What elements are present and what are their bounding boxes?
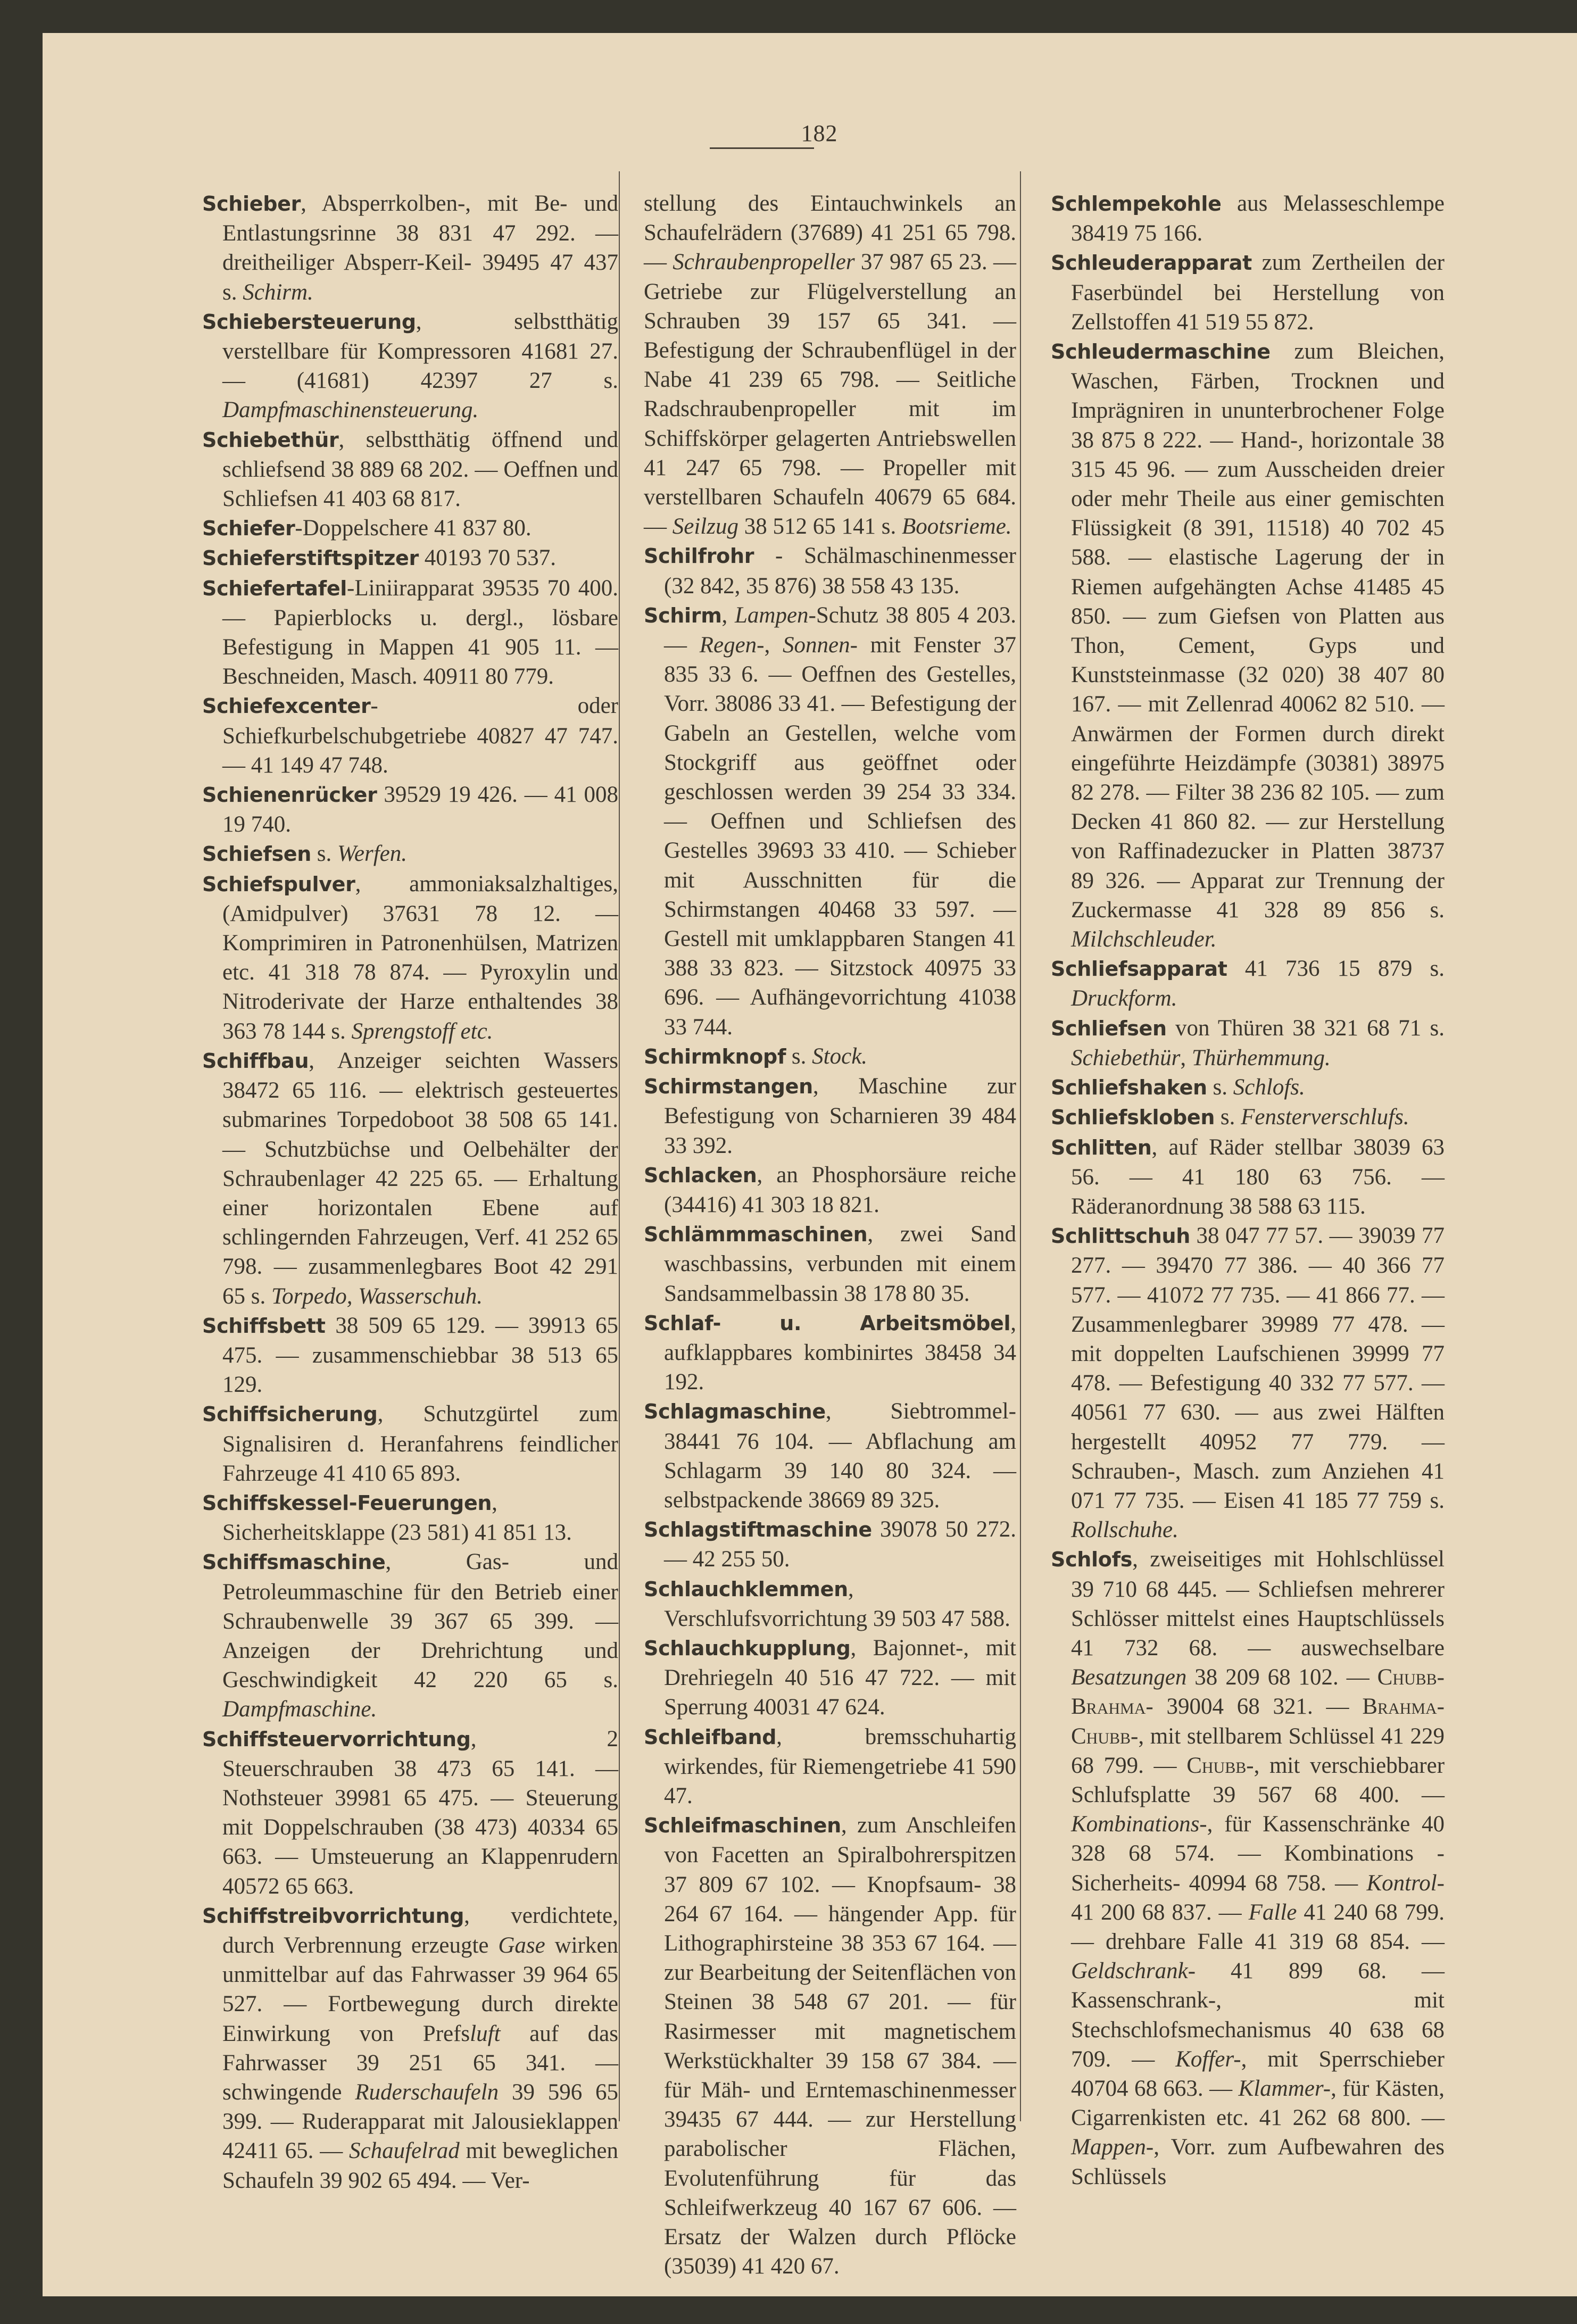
- entry-text: , selbstthätig öffnend und schliefsend 38 889 68 202. — Oeffnen und Schliefsen 41 403 68 817.: [222, 427, 618, 512]
- entry-text: , bremsschuhartig wirkendes, für Riemengetriebe 41 590 47.: [664, 1724, 1016, 1808]
- entry-text: aus Melasseschlempe 38419 75 166.: [1071, 191, 1445, 246]
- entry-text: , selbstthätig verstellbare für Kompressoren 41681 27. — (41681) 42397 27 s.: [222, 309, 618, 394]
- entry-headword: Schliefskloben: [1051, 1106, 1215, 1130]
- index-entry: [202, 513, 618, 543]
- index-entry: [1051, 1014, 1445, 1073]
- entry-text: wirken unmittelbar auf das Fahrwasser 39 964 65 527. — Fortbewegung durch direkte Einwirkung von Prefs: [222, 1932, 618, 2046]
- index-entry: [644, 541, 1016, 600]
- entry-text: , 2 Steuerschrauben 38 473 65 141. — Nothsteuer 39981 65 475. — Steuerung mit Doppelschrauben (38 473) 40334 65 663. — Umsteuerung an Klappenrudern 40572 65 663.: [222, 1726, 618, 1899]
- entry-text: 39004 68 321. —: [1153, 1694, 1363, 1720]
- index-column-2: [644, 189, 1016, 2281]
- entry-headword: Schiefsen: [202, 842, 312, 866]
- page-number: 182: [801, 120, 838, 146]
- index-entry: [644, 1072, 1016, 1160]
- proper-name: Chubb-Brahma-: [1071, 1665, 1445, 1720]
- column-divider: [619, 171, 620, 2121]
- entry-headword: Schlauchkupplung: [644, 1636, 851, 1660]
- cross-reference: Regen-: [699, 633, 765, 658]
- cross-reference: Gase: [498, 1932, 545, 1958]
- cross-reference: Dampfmaschine.: [222, 1697, 377, 1722]
- cross-reference: Fensterverschlufs.: [1241, 1105, 1409, 1130]
- entry-text: stellung des Eintauchwinkels an Schaufelrädern (37689) 41 251 65 798. —: [644, 191, 1016, 275]
- entry-headword: Schiefertafel: [202, 576, 347, 600]
- index-entry-continued: [644, 189, 1016, 541]
- entry-text: s.: [1207, 1075, 1233, 1100]
- cross-reference: Mappen-: [1071, 2135, 1154, 2160]
- entry-text: 41 899 68. — Kassenschrank-, mit Stechschlofsmechanismus 40 638 68 709. —: [1071, 1958, 1445, 2072]
- cross-reference: Torpedo, Wasserschuh.: [271, 1283, 483, 1309]
- cross-reference: Sprengstoff etc.: [351, 1018, 493, 1044]
- index-entry: [202, 307, 618, 425]
- entry-headword: Schliefsapparat: [1051, 957, 1227, 981]
- entry-headword: Schliefshaken: [1051, 1076, 1207, 1100]
- entry-text: von Thüren 38 321 68 71 s.: [1166, 1015, 1445, 1041]
- cross-reference: Lampen: [734, 602, 809, 628]
- entry-headword: Schiffskessel-Feuerungen: [202, 1491, 492, 1515]
- entry-headword: Schlacken: [644, 1163, 757, 1187]
- index-entry: [1051, 248, 1445, 337]
- index-entry: [644, 1042, 1016, 1072]
- index-entry: [1051, 1545, 1445, 2191]
- index-entry: [202, 869, 618, 1046]
- entry-headword: Schlämmmaschinen: [644, 1223, 868, 1247]
- entry-text: -Schutz 38 805 4 203. —: [664, 602, 1016, 658]
- entry-text: 39529 19 426. — 41 008 19 740.: [222, 782, 618, 837]
- entry-headword: Schiebersteuerung: [202, 310, 416, 334]
- index-entry: [1051, 1133, 1445, 1222]
- entry-text: ,: [1180, 1045, 1192, 1070]
- index-entry: [644, 1397, 1016, 1515]
- entry-text: zum Zertheilen der Faserbündel bei Herstellung von Zellstoffen 41 519 55 872.: [1071, 250, 1445, 335]
- entry-text: , Maschine zur Befestigung von Scharnieren 39 484 33 392.: [664, 1074, 1016, 1158]
- entry-headword: Schiffsteuervorrichtung: [202, 1727, 471, 1751]
- cross-reference: Seilzug: [672, 514, 738, 540]
- cross-reference: Sonnen-: [782, 633, 858, 658]
- index-entry: [644, 1811, 1016, 2281]
- cross-reference: Schlofs.: [1233, 1075, 1305, 1100]
- index-entry: [644, 1722, 1016, 1811]
- cross-reference: Bootsrieme.: [901, 514, 1012, 540]
- index-entry: [644, 1308, 1016, 1397]
- entry-text: , Anzeiger seichten Wassers 38472 65 116. — elektrisch gesteuertes submarines Torpedoboot 38 508 65 141. — Schutzbüchse und Oelbehälter der Schraubenlager 42 225 65. — Erhaltung einer horizontalen Ebene auf schlingernden Fahrzeugen, Verf. 41 252 65 798. — zusammenlegbares Boot 42 291 65 s.: [222, 1048, 618, 1309]
- entry-headword: Schlagmaschine: [644, 1400, 826, 1424]
- entry-headword: Schlittschuh: [1051, 1224, 1191, 1248]
- entry-text: -Liniirapparat 39535 70 400. — Papierblocks u. dergl., lösbare Befestigung in Mappen 41 905 11. — Beschneiden, Masch. 40911 80 779.: [222, 575, 618, 690]
- entry-headword: Schiffsicherung: [202, 1402, 378, 1426]
- entry-text: 38 209 68 102. —: [1186, 1665, 1377, 1690]
- entry-text: -Doppelschere 41 837 80.: [295, 516, 532, 541]
- cross-reference: Besatzungen: [1071, 1665, 1187, 1690]
- entry-text: , aufklappbares kombinirtes 38458 34 192.: [664, 1310, 1016, 1395]
- cross-reference: Milchschleuder.: [1071, 927, 1217, 952]
- entry-text: auf das Fahrwasser 39 251 65 341. — schwingende: [222, 2021, 618, 2105]
- entry-text: , Verschlufsvorrichtung 39 503 47 588.: [664, 1576, 1010, 1631]
- entry-text: , mit stellbarem Schlüssel 41 229 68 799. —: [1071, 1723, 1445, 1778]
- index-column-1: [202, 189, 618, 2195]
- entry-text: s.: [786, 1043, 812, 1069]
- entry-text: , Schutzgürtel zum Signalisiren d. Heranfahrens feindlicher Fahrzeuge 41 410 65 893.: [222, 1401, 618, 1486]
- cross-reference: Thürhemmung.: [1191, 1045, 1331, 1070]
- entry-headword: Schleifband: [644, 1725, 777, 1749]
- index-entry: [202, 1724, 618, 1901]
- entry-headword: Schliefsen: [1051, 1016, 1167, 1040]
- entry-text: 40193 70 537.: [418, 545, 556, 571]
- proper-name: Chubb-: [1186, 1753, 1254, 1778]
- index-entry: [1051, 954, 1445, 1013]
- entry-text: , für Kassenschränke 40 328 68 574. — Kombinations - Sicherheits- 40994 68 758. —: [1071, 1812, 1445, 1896]
- entry-headword: Schiffstreibvorrichtung: [202, 1904, 464, 1928]
- entry-text: 41 240 68 799. — drehbare Falle 41 319 68 854. —: [1071, 1899, 1445, 1954]
- index-entry: [644, 1515, 1016, 1574]
- entry-headword: Schlagstiftmaschine: [644, 1518, 872, 1542]
- index-entry: [202, 1547, 618, 1724]
- entry-text: ,: [721, 602, 735, 628]
- cross-reference: Kombinations-: [1071, 1812, 1207, 1837]
- entry-text: , zwei Sand waschbassins, verbunden mit einem Sandsammelbassin 38 178 80 35.: [664, 1222, 1016, 1306]
- entry-headword: Schilfrohr: [644, 544, 754, 568]
- entry-text: , an Phosphorsäure reiche (34416) 41 303 18 821.: [664, 1162, 1016, 1217]
- entry-text: 38 512 65 141 s.: [738, 514, 902, 540]
- entry-headword: Schienenrücker: [202, 783, 377, 807]
- entry-headword: Schiffbau: [202, 1049, 309, 1073]
- index-entry: [202, 543, 618, 573]
- cross-reference: Schaufelrad: [349, 2138, 460, 2164]
- index-entry: [202, 574, 618, 692]
- entry-text: , Siebtrommel- 38441 76 104. — Abflachung am Schlagarm 39 140 80 324. — selbstpackende 38669 89 325.: [664, 1399, 1016, 1513]
- cross-reference: Falle: [1248, 1899, 1297, 1925]
- entry-text: zum Bleichen, Waschen, Färben, Trocknen und Imprägniren in ununterbrochener Folge 38 875 8 222. — Hand-, horizontale 38 315 45 96. — zum Ausscheiden dreier oder mehr Theile aus einer gemischten Flüssigkeit (8 391, 11518) 40 702 45 588. — elastische Lagerung der in Riemen aufgehängten Achse 41485 45 850. — zum Giefsen von Platten aus Thon, Cement, Gyps und Kunststeinmasse (32 020) 38 407 80 167. — mit Zellenrad 40062 82 510. — Anwärmen der Formen durch direkt eingeführte Heizdämpfe (30381) 38975 82 278. — Filter 38 236 82 105. — zum Decken 41 860 82. — zur Herstellung von Raffinadezucker in Platten 38737 89 326. — Apparat zur Trennung der Zuckermasse 41 328 89 856 s.: [1071, 339, 1445, 923]
- entry-headword: Schlitten: [1051, 1135, 1152, 1159]
- entry-text: , Sicherheitsklappe (23 581) 41 851 13.: [222, 1490, 572, 1546]
- entry-text: - Schälmaschinenmesser (32 842, 35 876) 38 558 43 135.: [664, 543, 1016, 599]
- entry-text: s.: [311, 841, 338, 867]
- entry-headword: Schleuderapparat: [1051, 251, 1252, 275]
- entry-headword: Schiebethür: [202, 428, 339, 452]
- index-entry: [202, 1311, 618, 1400]
- index-entry: [1051, 1102, 1445, 1132]
- index-entry: [202, 1901, 618, 2195]
- entry-headword: Schiefexcenter: [202, 694, 371, 718]
- index-entry: [1051, 1221, 1445, 1545]
- cross-reference: Geldschrank-: [1071, 1958, 1196, 1984]
- entry-headword: Schieber: [202, 192, 301, 215]
- index-entry: [202, 839, 618, 869]
- index-entry: [644, 1160, 1016, 1219]
- entry-text: - oder Schiefkurbelschubgetriebe 40827 47 747. — 41 149 47 748.: [222, 693, 618, 778]
- index-entry: [644, 1219, 1016, 1308]
- cross-reference: Ruderschaufeln: [355, 2080, 499, 2105]
- cross-reference: Schraubenpropeller: [673, 250, 855, 275]
- index-entry: [1051, 189, 1445, 248]
- index-entry: [1051, 337, 1445, 954]
- cross-reference: Koffer-: [1175, 2046, 1241, 2072]
- entry-text: 39078 50 272. — 42 255 50.: [664, 1517, 1016, 1572]
- index-entry: [644, 601, 1016, 1042]
- cross-reference: Druckform.: [1071, 986, 1177, 1011]
- cross-reference: Klammer-: [1238, 2076, 1331, 2101]
- entry-text: , verdichtete, durch Verbrennung erzeugte: [222, 1903, 618, 1958]
- entry-headword: Schleudermaschine: [1051, 340, 1271, 364]
- entry-headword: Schirmstangen: [644, 1075, 813, 1099]
- entry-headword: Schiffsbett: [202, 1314, 326, 1338]
- index-entry: [644, 1633, 1016, 1722]
- entry-headword: Schirmknopf: [644, 1044, 786, 1068]
- column-divider: [1020, 171, 1021, 2121]
- index-column-3: [1051, 189, 1445, 2192]
- index-entry: [644, 1574, 1016, 1633]
- cross-reference: Rollschuhe.: [1071, 1517, 1178, 1543]
- entry-text: 38 047 77 57. — 39039 77 277. — 39470 77 386. — 40 366 77 577. — 41072 77 735. — 41 866 77. — Zusammenlegbarer 39989 77 478. — mit doppelten Laufschienen 39999 77 478. — Befestigung 40 332 77 577. — 40561 77 630. — aus zwei Hälften hergestellt 40952 77 779. — Schrauben-, Masch. zum Anziehen 41 071 77 735. — Eisen 41 185 77 759 s.: [1071, 1223, 1445, 1513]
- cross-reference: luft: [470, 2021, 501, 2046]
- cross-reference: Schirm.: [243, 279, 313, 305]
- index-entry: [202, 189, 618, 307]
- entry-headword: Schlofs: [1051, 1548, 1133, 1572]
- entry-text: , auf Räder stellbar 38039 63 56. — 41 180 63 756. — Räderanordnung 38 588 63 115.: [1071, 1134, 1445, 1219]
- entry-headword: Schiffsmaschine: [202, 1550, 386, 1574]
- index-entry: [202, 1399, 618, 1488]
- index-entry: [202, 1488, 618, 1547]
- index-entry: [202, 425, 618, 514]
- cross-reference: Kontrol-: [1366, 1870, 1445, 1896]
- header-rule: [710, 147, 814, 149]
- entry-text: , zweiseitiges mit Hohlschlüssel 39 710 68 445. — Schliefsen mehrerer Schlösser mittelst eines Hauptschlüssels 41 732 68. — auswechselbare: [1071, 1547, 1445, 1661]
- entry-headword: Schiefspulver: [202, 872, 355, 896]
- entry-text: , ammoniaksalzhaltiges, (Amidpulver) 37631 78 12. — Komprimiren in Patronenhülsen, Matrizen etc. 41 318 78 874. — Pyroxylin und Nitroderivate der Harze enthaltendes 38 363 78 144 s.: [222, 871, 618, 1044]
- entry-text: 39 596 65 399. — Ruderapparat mit Jalousieklappen 42411 65. —: [222, 2080, 619, 2164]
- entry-text: , mit verschiebbarer Schlufsplatte 39 567 68 400. —: [1071, 1753, 1445, 1807]
- index-entry: [1051, 1073, 1445, 1102]
- entry-headword: Schiefer: [202, 517, 295, 541]
- entry-text: 38 509 65 129. — 39913 65 475. — zusammenschiebbar 38 513 65 129.: [222, 1313, 618, 1398]
- index-entry: [202, 691, 618, 780]
- proper-name: Brahma-Chubb-: [1071, 1694, 1445, 1749]
- entry-text: , für Kästen, Cigarrenkisten etc. 41 262 68 800. —: [1071, 2076, 1445, 2131]
- entry-text: mit Fenster 37 835 33 6. — Oeffnen des Gestelles, Vorr. 38086 33 41. — Befestigung der Gabeln an Gestellen, welche vom Stockgriff aus geöffnet oder geschlossen werden 39 254 33 334. — Oeffnen und Schliefsen des Gestelles 39693 33 410. — Schieber mit Ausschnitten für die Schirmstangen 40468 33 597. — Gestell mit umklappbaren Stangen 41 388 33 823. — Sitzstock 40975 33 696. — Aufhängevorrichtung 41038 33 744.: [664, 633, 1017, 1040]
- entry-text: , Bajonnet-, mit Drehriegeln 40 516 47 722. — mit Sperrung 40031 47 624.: [664, 1635, 1016, 1720]
- entry-text: , Absperrkolben-, mit Be- und Entlastungsrinne 38 831 47 292. — dreitheiliger Absperr-Keil- 39495 47 437 s.: [222, 191, 618, 305]
- entry-headword: Schirm: [644, 603, 722, 627]
- entry-text: s.: [1215, 1105, 1241, 1130]
- entry-text: , zum Anschleifen von Facetten an Spiralbohrerspitzen 37 809 67 102. — Knopfsaum- 38 264 67 164. — hängender App. für Lithographirsteine 38 353 67 164. — zur Bearbeitung der Seitenflächen von Steinen 38 548 67 201. — für Rasirmesser mit magnetischem Werkstückhalter 39 158 67 384. — für Mäh- und Erntemaschinenmesser 39435 67 444. — zur Herstellung parabolischer Flächen, Evolutenführung für das Schleifwerkzeug 40 167 67 606. — Ersatz der Walzen durch Pflöcke (35039) 41 420 67.: [664, 1813, 1016, 2279]
- entry-text: , mit Sperrschieber 40704 68 663. —: [1071, 2046, 1445, 2101]
- entry-headword: Schleifmaschinen: [644, 1814, 841, 1838]
- entry-headword: Schlempekohle: [1051, 192, 1222, 215]
- index-entry: [202, 780, 618, 839]
- entry-text: 41 200 68 837. —: [1071, 1899, 1249, 1925]
- entry-headword: Schlauchklemmen: [644, 1577, 848, 1601]
- cross-reference: Stock.: [812, 1043, 868, 1069]
- entry-headword: Schlaf- u. Arbeitsmöbel: [644, 1311, 1011, 1335]
- cross-reference: Schiebethür: [1071, 1045, 1181, 1070]
- index-entry: [202, 1046, 618, 1311]
- entry-text: , Gas- und Petroleummaschine für den Betrieb einer Schraubenwelle 39 367 65 399. — Anzeigen der Drehrichtung und Geschwindigkeit 42 220 65 s.: [222, 1549, 618, 1693]
- entry-text: , Vorr. zum Aufbewahren des Schlüssels: [1071, 2135, 1445, 2189]
- entry-text: 37 987 65 23. — Getriebe zur Flügelverstellung an Schrauben 39 157 65 341. — Befestigung der Schraubenflügel in der Nabe 41 239 65 798. — Seitliche Radschraubenpropeller mit im Schiffskörper gelagerten Antriebswellen 41 247 65 798. — Propeller mit verstellbaren Schaufeln 40679 65 684. —: [644, 250, 1016, 540]
- entry-headword: Schieferstiftspitzer: [202, 546, 419, 570]
- entry-text: ,: [764, 633, 783, 658]
- cross-reference: Werfen.: [337, 841, 407, 867]
- entry-text: 41 736 15 879 s.: [1227, 956, 1445, 982]
- entry-text: mit beweglichen Schaufeln 39 902 65 494. — Ver-: [222, 2138, 618, 2193]
- cross-reference: Dampfmaschinensteuerung.: [222, 397, 479, 423]
